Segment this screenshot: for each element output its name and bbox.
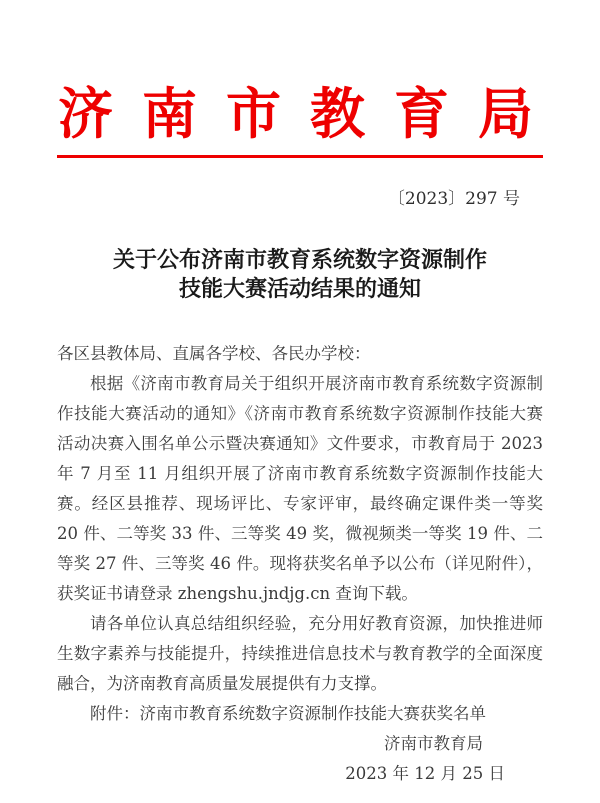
notice-title-line1: 关于公布济南市教育系统数字资源制作 xyxy=(112,247,487,274)
notice-title-line2: 技能大赛活动结果的通知 xyxy=(178,276,421,303)
red-divider xyxy=(57,155,543,158)
agency-name: 济南市教育局 xyxy=(58,81,563,146)
body-paragraph: 请各单位认真总结组织经验，充分用好教育资源，加快推进师生数字素养与技能提升，持续推进信息技术与教育教学的全面深度融合，为济南教育高质量发展提供有力支撑。 xyxy=(57,614,543,694)
attachment-line: 附件：济南市教育系统数字资源制作技能大赛获奖名单 xyxy=(90,704,486,724)
notice-title xyxy=(57,246,543,304)
notice-body xyxy=(57,339,543,789)
salutation: 各区县教体局、直属各学校、各民办学校： xyxy=(57,344,371,364)
body-paragraph: 根据《济南市教育局关于组织开展济南市教育系统数字资源制作技能大赛活动的通知》《济南市教育系统数字资源制作技能大赛活动决赛入围名单公示暨决赛通知》文件要求，市教育局于 2023 年 7 月至 11 月组织开展了济南市教育系统数字资源制作技能大赛。经区县推荐、现场评比、专家评审，最终确定课件类一等奖 20 件、二等奖 33 件、三等奖 49 奖，微视频类一等奖 19 件、二等奖 27 件、三等奖 46 件。现将获奖名单予以公布（详见附件），获奖证书请登录 zhengshu.jndjg.cn 查询下载。 xyxy=(57,374,543,604)
issue-date: 2023 年 12 月 25 日 xyxy=(345,764,505,784)
signer: 济南市教育局 xyxy=(384,734,483,754)
document-number: 〔2023〕297 号 xyxy=(387,189,520,210)
